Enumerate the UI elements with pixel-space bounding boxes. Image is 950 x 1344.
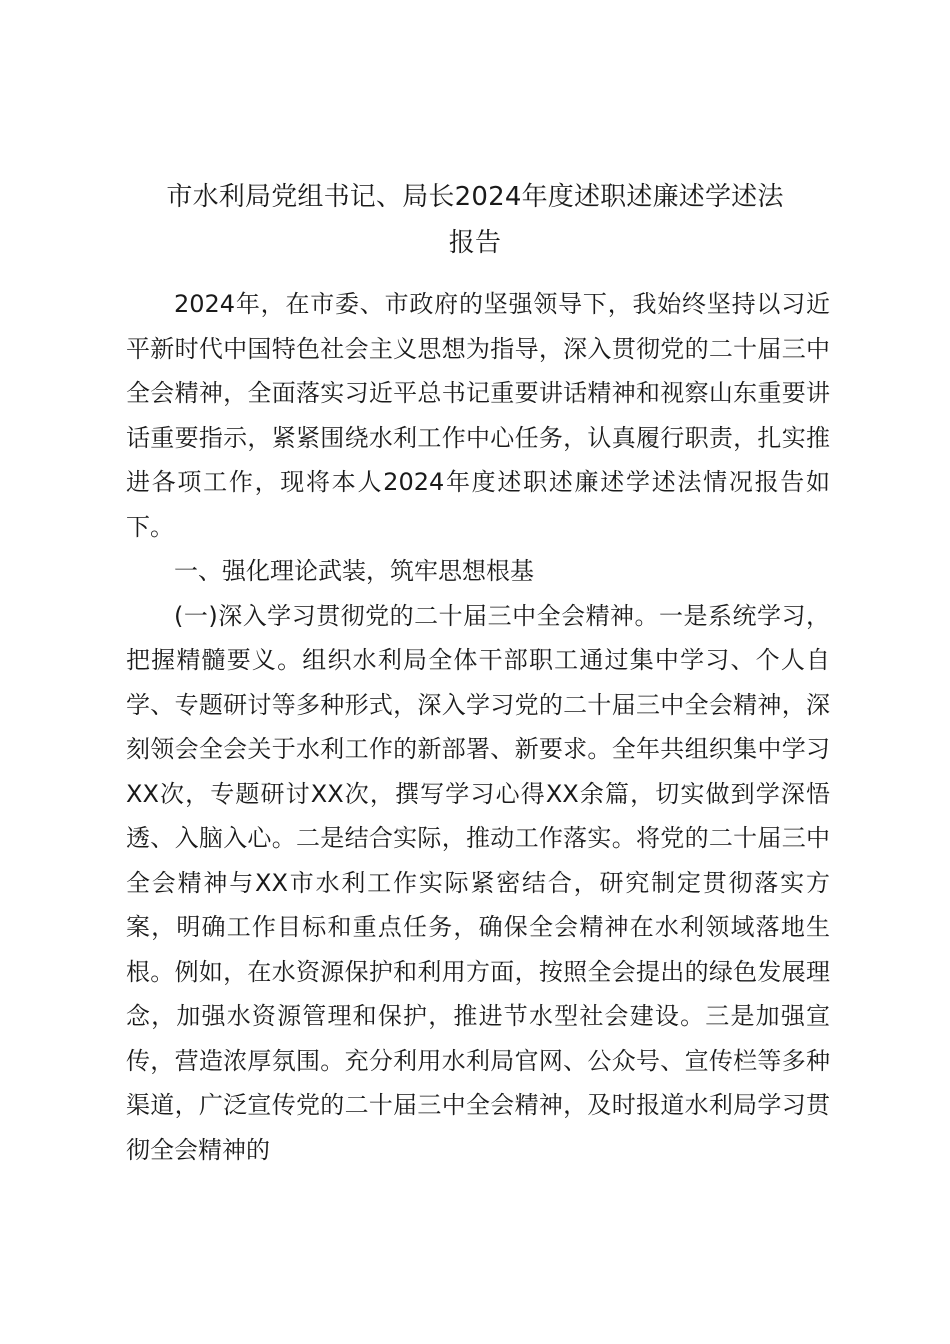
section-heading-1: 一、强化理论武装，筑牢思想根基 bbox=[174, 557, 534, 585]
document-title bbox=[118, 174, 832, 266]
section-1-paragraph: (一)深入学习贯彻党的二十届三中全会精神。一是系统学习，把握精髓要义。组织水利局全体干部职工通过集中学习、个人自学、专题研讨等多种形式，深入学习党的二十届三中全会精神，深刻领会全会关于水利工作的新部署、新要求。全年共组织集中学习XX次，专题研讨XX次，撰写学习心得XX余篇，切实做到学深悟透、入脑入心。二是结合实际，推动工作落实。将党的二十届三中全会精神与XX市水利工作实际紧密结合，研究制定贯彻落实方案，明确工作目标和重点任务，确保全会精神在水利领域落地生根。例如，在水资源保护和利用方面，按照全会提出的绿色发展理念，加强水资源管理和保护，推进节水型社会建设。三是加强宣传，营造浓厚氛围。充分利用水利局官网、公众号、宣传栏等多种渠道，广泛宣传党的二十届三中全会精神，及时报道水利局学习贯彻全会精神的 bbox=[126, 601, 830, 1164]
title-line-2: 报告 bbox=[448, 228, 502, 258]
document-body bbox=[126, 282, 830, 1172]
intro-paragraph: 2024年，在市委、市政府的坚强领导下，我始终坚持以习近平新时代中国特色社会主义思想为指导，深入贯彻党的二十届三中全会精神，全面落实习近平总书记重要讲话精神和视察山东重要讲话重要指示，紧紧围绕水利工作中心任务，认真履行职责，扎实推进各项工作，现将本人2024年度述职述廉述学述法情况报告如下。 bbox=[126, 290, 830, 541]
title-line-1: 市水利局党组书记、局长2024年度述职述廉述学述法 bbox=[166, 182, 784, 212]
